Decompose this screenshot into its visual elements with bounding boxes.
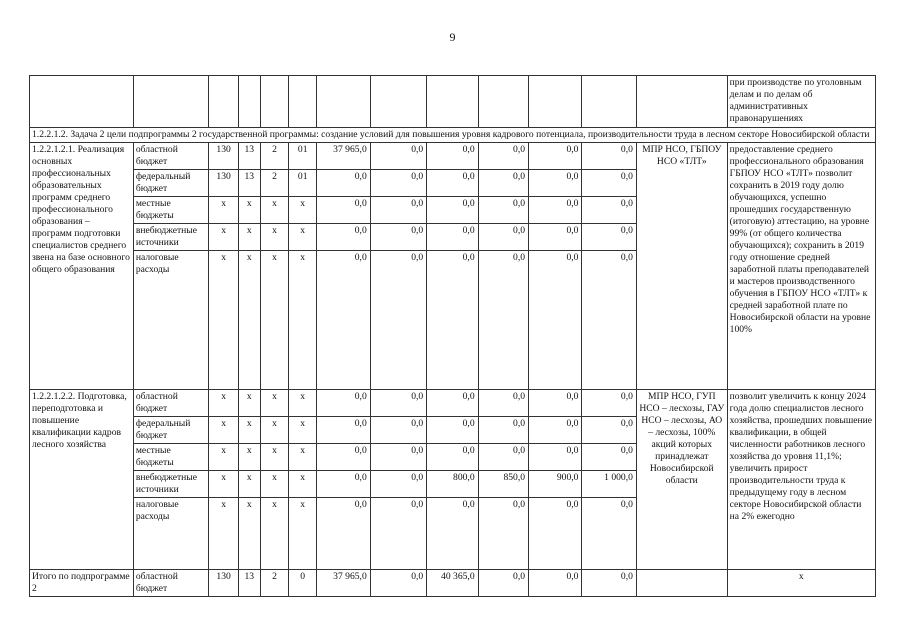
measure-name: 1.2.2.1.2.2. Подготовка, переподготовка и повышение квалификации кадров лесного хозяйства: [30, 390, 134, 570]
table-row: [30, 390, 876, 417]
code-cell: x: [238, 498, 260, 570]
value-cell: 0,0: [582, 197, 636, 224]
value-cell: 900,0: [529, 471, 582, 498]
code-cell: x: [209, 390, 238, 417]
value-cell: 800,0: [427, 471, 478, 498]
code-cell: x: [289, 471, 317, 498]
value-cell: 0,0: [582, 170, 636, 197]
code-cell: x: [289, 197, 317, 224]
value-cell: 0,0: [317, 170, 370, 197]
funding-source: местные бюджеты: [133, 444, 209, 471]
funding-source: налоговые расходы: [133, 251, 209, 390]
task-header: 1.2.2.1.2. Задача 2 цели подпрограммы 2 государственной программы: создание условий для повышения уровня кадрового потенциала, производительности труда в лесном секторе Новосибирской области: [30, 128, 876, 143]
code-cell: x: [289, 498, 317, 570]
code-cell: x: [260, 417, 288, 444]
value-cell: 0,0: [317, 390, 370, 417]
value-cell: 0,0: [370, 417, 426, 444]
code-cell: x: [260, 444, 288, 471]
value-cell: 0,0: [317, 417, 370, 444]
value-cell: 40 365,0: [427, 570, 478, 597]
value-cell: 0,0: [478, 251, 528, 390]
value-cell: 0,0: [478, 170, 528, 197]
value-cell: 0,0: [427, 197, 478, 224]
value-cell: 0,0: [478, 444, 528, 471]
measure-name: 1.2.2.1.2.1. Реализация основных профессиональных образовательных программ среднего профессионального образования – программ подготовки специалистов среднего звена на базе основного общего образования: [30, 143, 134, 390]
result-cell: позволит увеличить к концу 2024 года долю специалистов лесного хозяйства, прошедших повышение квалификации, в общей численности работников лесного хозяйства до уровня 11,1%; увеличить прирост производительности труда к предыдущему году в лесном секторе Новосибирской области на 2% ежегодно: [727, 390, 875, 570]
total-label: Итого по подпрограмме 2: [30, 570, 134, 597]
code-cell: x: [209, 471, 238, 498]
value-cell: 0,0: [317, 224, 370, 251]
value-cell: 37 965,0: [317, 143, 370, 170]
value-cell: 0,0: [529, 143, 582, 170]
value-cell: 0,0: [427, 224, 478, 251]
value-cell: 0,0: [529, 197, 582, 224]
code-cell: 2: [260, 570, 288, 597]
code-cell: 2: [260, 143, 288, 170]
value-cell: 0,0: [370, 224, 426, 251]
code-cell: x: [260, 197, 288, 224]
value-cell: 0,0: [478, 498, 528, 570]
code-cell: x: [238, 224, 260, 251]
value-cell: 0,0: [478, 417, 528, 444]
value-cell: 0,0: [529, 444, 582, 471]
value-cell: 0,0: [478, 143, 528, 170]
code-cell: x: [260, 498, 288, 570]
top-note: при производстве по уголовным делам и по делам об административных правонарушениях: [727, 76, 875, 128]
funding-source: федеральный бюджет: [133, 417, 209, 444]
code-cell: 130: [209, 143, 238, 170]
block-2: [30, 390, 876, 570]
value-cell: 0,0: [317, 251, 370, 390]
code-cell: 13: [238, 143, 260, 170]
value-cell: 0,0: [370, 197, 426, 224]
value-cell: 0,0: [317, 444, 370, 471]
code-cell: 13: [238, 570, 260, 597]
code-cell: x: [289, 224, 317, 251]
code-cell: 13: [238, 170, 260, 197]
value-cell: 0,0: [370, 498, 426, 570]
code-cell: 01: [289, 143, 317, 170]
value-cell: 0,0: [370, 570, 426, 597]
code-cell: x: [289, 417, 317, 444]
value-cell: 0,0: [582, 444, 636, 471]
value-cell: 0,0: [529, 390, 582, 417]
value-cell: 0,0: [529, 570, 582, 597]
executor-cell: МПР НСО, ГУП НСО – лесхозы, ГАУ НСО – лесхозы, АО – лесхозы, 100% акций которых принадлежат Новосибирской области: [636, 390, 727, 570]
page-number: 9: [449, 30, 456, 44]
code-cell: 130: [209, 570, 238, 597]
value-cell: 0,0: [582, 390, 636, 417]
value-cell: 0,0: [582, 143, 636, 170]
value-cell: 0,0: [370, 444, 426, 471]
code-cell: x: [238, 390, 260, 417]
value-cell: 0,0: [370, 471, 426, 498]
table-row: [30, 143, 876, 170]
code-cell: x: [209, 498, 238, 570]
code-cell: x: [260, 471, 288, 498]
block-1: [30, 143, 876, 390]
code-cell: x: [289, 390, 317, 417]
funding-source: внебюджетные источники: [133, 471, 209, 498]
code-cell: 130: [209, 170, 238, 197]
value-cell: 0,0: [529, 417, 582, 444]
funding-source: федеральный бюджет: [133, 170, 209, 197]
value-cell: 0,0: [582, 570, 636, 597]
value-cell: 0,0: [582, 498, 636, 570]
code-cell: x: [238, 444, 260, 471]
value-cell: 0,0: [427, 251, 478, 390]
funding-source: областной бюджет: [133, 143, 209, 170]
executor-cell: МПР НСО, ГБПОУ НСО «ТЛТ»: [636, 143, 727, 390]
value-cell: 0,0: [370, 390, 426, 417]
funding-source: областной бюджет: [133, 390, 209, 417]
program-table: [29, 75, 876, 597]
code-cell: 01: [289, 170, 317, 197]
value-cell: 0,0: [370, 143, 426, 170]
value-cell: 850,0: [478, 471, 528, 498]
code-cell: x: [238, 197, 260, 224]
code-cell: x: [238, 417, 260, 444]
result-cell: x: [727, 570, 875, 597]
value-cell: 0,0: [582, 224, 636, 251]
executor-cell: [636, 570, 727, 597]
value-cell: 0,0: [478, 570, 528, 597]
code-cell: x: [209, 444, 238, 471]
value-cell: 0,0: [529, 224, 582, 251]
value-cell: 0,0: [427, 170, 478, 197]
value-cell: 0,0: [370, 251, 426, 390]
value-cell: 1 000,0: [582, 471, 636, 498]
funding-source: областной бюджет: [133, 570, 209, 597]
value-cell: 0,0: [529, 251, 582, 390]
code-cell: x: [209, 224, 238, 251]
funding-source: внебюджетные источники: [133, 224, 209, 251]
value-cell: 0,0: [529, 498, 582, 570]
value-cell: 0,0: [317, 197, 370, 224]
code-cell: x: [209, 251, 238, 390]
code-cell: x: [260, 224, 288, 251]
value-cell: 0,0: [427, 417, 478, 444]
result-cell: предоставление среднего профессионального образования ГБПОУ НСО «ТЛТ» позволит сохранить в 2019 году долю обучающихся, успешно прошедших государственную (итоговую) аттестацию, на уровне 99% (от общего количества обучающихся); сохранить в 2019 году отношение средней заработной платы преподавателей и мастеров производственного обучения в ГБПОУ НСО «ТЛТ» к средней заработной плате по Новосибирской области на уровне 100%: [727, 143, 875, 390]
total-row: [30, 570, 876, 597]
value-cell: 0,0: [478, 224, 528, 251]
code-cell: x: [238, 251, 260, 390]
funding-source: местные бюджеты: [133, 197, 209, 224]
value-cell: 0,0: [427, 390, 478, 417]
code-cell: x: [209, 197, 238, 224]
value-cell: 0,0: [317, 471, 370, 498]
code-cell: 0: [289, 570, 317, 597]
code-cell: x: [289, 251, 317, 390]
value-cell: 37 965,0: [317, 570, 370, 597]
code-cell: x: [260, 390, 288, 417]
code-cell: x: [209, 417, 238, 444]
code-cell: 2: [260, 170, 288, 197]
value-cell: 0,0: [427, 498, 478, 570]
value-cell: 0,0: [478, 197, 528, 224]
value-cell: 0,0: [582, 417, 636, 444]
value-cell: 0,0: [427, 444, 478, 471]
table-row: [30, 76, 876, 128]
value-cell: 0,0: [317, 498, 370, 570]
value-cell: 0,0: [478, 390, 528, 417]
code-cell: x: [289, 444, 317, 471]
funding-source: налоговые расходы: [133, 498, 209, 570]
task-header-row: [30, 128, 876, 143]
value-cell: 0,0: [529, 170, 582, 197]
value-cell: 0,0: [582, 251, 636, 390]
code-cell: x: [238, 471, 260, 498]
value-cell: 0,0: [427, 143, 478, 170]
value-cell: 0,0: [370, 170, 426, 197]
code-cell: x: [260, 251, 288, 390]
